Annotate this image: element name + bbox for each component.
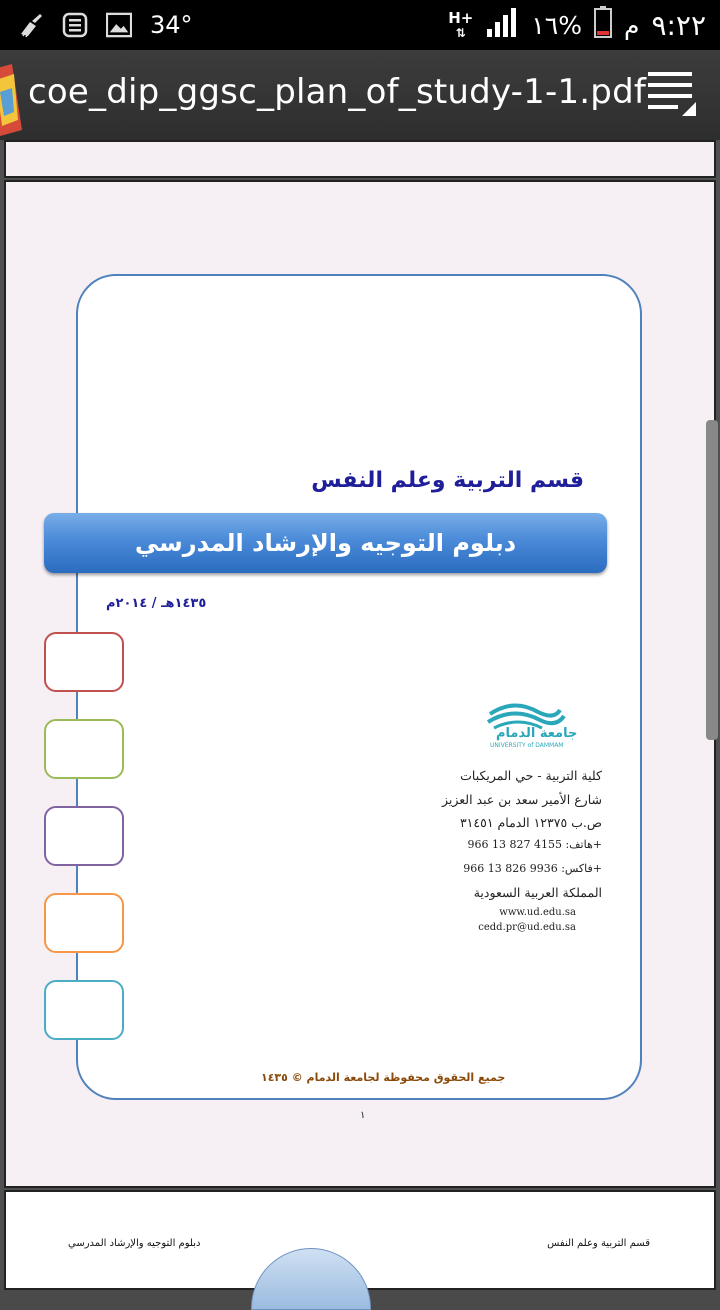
contact-website: www.ud.edu.sa	[499, 907, 576, 918]
notes-list-icon	[62, 12, 88, 38]
logo-text-ar: جامعة الدمام	[496, 726, 578, 741]
time-suffix: م	[623, 10, 640, 40]
image-gallery-icon	[106, 12, 132, 38]
page-header-graphic	[251, 1248, 371, 1310]
contact-line-3: ص.ب ١٢٣٧٥ الدمام ٣١٤٥١	[459, 815, 602, 830]
university-logo	[484, 700, 584, 752]
network-type-label: H+	[448, 8, 474, 27]
contact-email: cedd.pr@ud.edu.sa	[478, 922, 576, 933]
pdf-page-2	[4, 1190, 716, 1290]
app-icon[interactable]	[0, 60, 22, 136]
decor-box-purple	[44, 806, 124, 866]
next-header-left: دبلوم التوجيه والإرشاد المدرسي	[68, 1238, 201, 1249]
document-title: coe_dip_ggsc_plan_of_study-1-1.pdf	[28, 72, 647, 112]
cover-frame	[76, 274, 642, 1100]
scrollbar[interactable]	[706, 420, 718, 740]
action-bar	[0, 50, 720, 140]
contact-line-1: كلية التربية - حي المريكبات	[460, 768, 602, 783]
contact-line-2: شارع الأمير سعد بن عبد العزيز	[441, 792, 602, 807]
clock: ٩:٢٢	[651, 8, 706, 42]
network-type: H+ ⇅	[448, 8, 474, 40]
contact-line-6: المملكة العربية السعودية	[473, 885, 602, 900]
copyright-text: جميع الحقوق محفوظة لجامعة الدمام © ١٤٣٥	[261, 1071, 506, 1084]
status-bar	[0, 0, 720, 50]
pdf-page-1	[4, 180, 716, 1188]
temperature-text: 34°	[150, 11, 193, 39]
logo-text-en: UNIVERSITY of DAMMAM	[490, 742, 564, 749]
signal-icon	[485, 7, 519, 43]
battery-percent: ١٦%	[531, 10, 582, 40]
decor-box-teal	[44, 980, 124, 1040]
decor-box-green	[44, 719, 124, 779]
decor-box-orange	[44, 893, 124, 953]
diploma-title: دبلوم التوجيه والإرشاد المدرسي	[134, 529, 517, 557]
page-number: ١	[360, 1110, 366, 1121]
next-header-right: قسم التربية وعلم النفس	[547, 1238, 650, 1249]
contact-line-4: هاتف: 4155 827 13 966+	[467, 838, 602, 851]
previous-page	[4, 140, 716, 178]
cleaner-broom-icon	[18, 12, 44, 38]
decor-box-red	[44, 632, 124, 692]
department-title: قسم التربية وعلم النفس	[311, 468, 584, 493]
diploma-banner	[44, 513, 607, 573]
battery-icon	[594, 6, 612, 44]
contact-line-5: فاكس: 9936 826 13 966+	[463, 862, 602, 875]
overflow-menu-icon[interactable]	[646, 68, 698, 120]
date-text: ١٤٣٥هـ / ٢٠١٤م	[106, 596, 207, 611]
